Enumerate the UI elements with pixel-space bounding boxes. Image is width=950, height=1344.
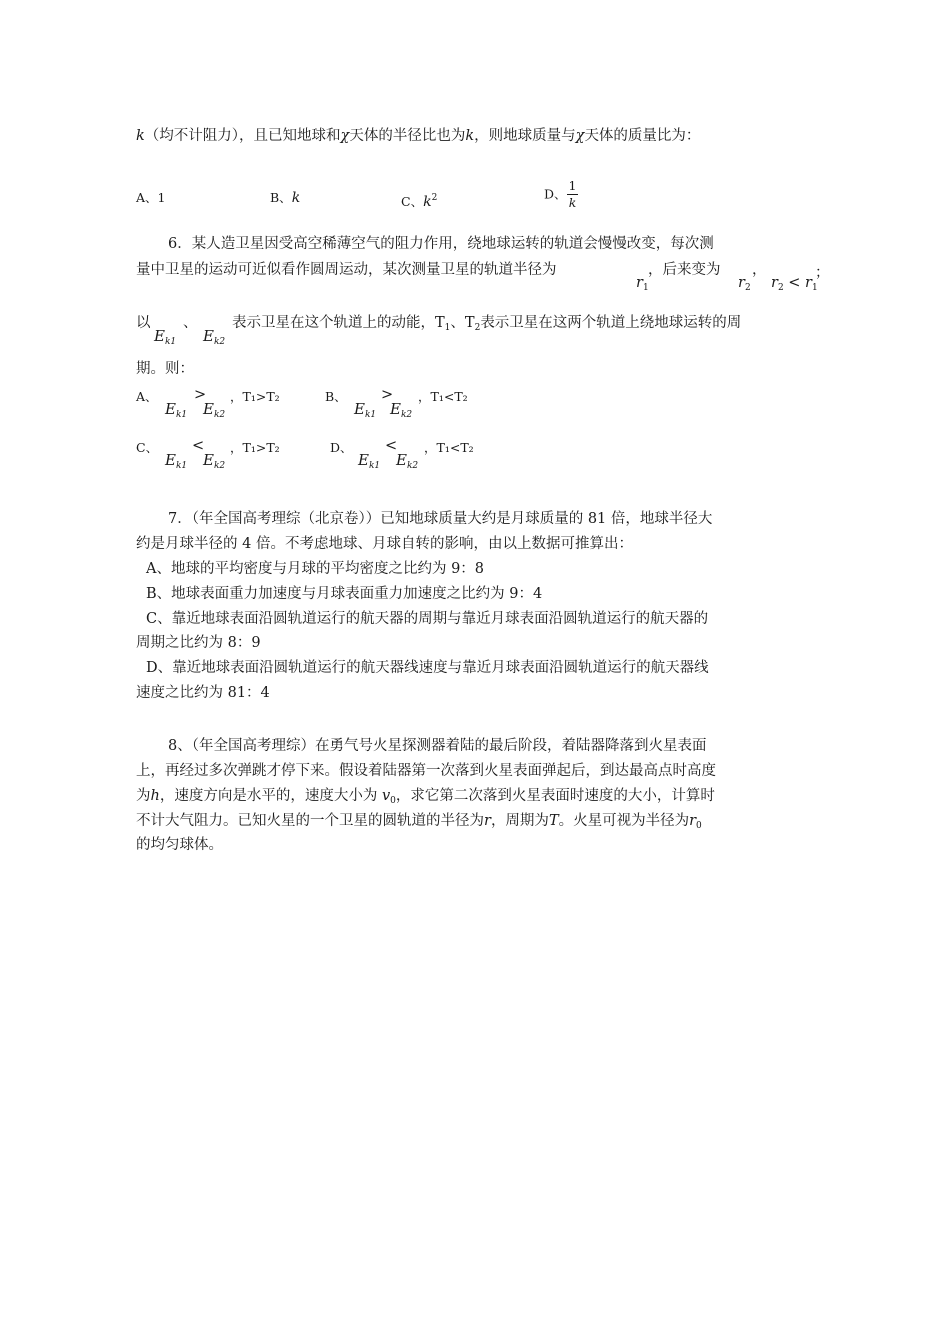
q7-option-c-line-2: 周期之比约为 8：9 [136,635,261,651]
q7-option-d-line-1: D、靠近地球表面沿圆轨道运行的航天器线速度与靠近月球表面沿圆轨道运行的航天器线 [146,660,709,676]
q6-line-3-start: 以 [136,315,151,331]
q5-option-d: D、 $\frac{1}{k}$ [544,178,577,210]
q5-option-a: A、1 [136,190,166,205]
q6-line-1: 6．某人造卫星因受高空稀薄空气的阻力作用，绕地球运转的轨道会慢慢改变，每次测 [168,236,714,252]
q6-option-c-ek1: $E_{k1}$ [165,451,188,471]
q6-r2: $r_2$ [738,275,751,293]
q6-option-a-ek1: $E_{k1}$ [165,400,188,420]
fraction-one-over-k: $\frac{1}{k}$ [568,178,577,210]
q8-line-2: 上，再经过多次弹跳才停下来。假设着陆器第一次落到火星表面弹起后，到达最高点时高度 [136,763,716,779]
q6-option-a-ek2: $E_{k2}$ [203,400,226,420]
q5-option-c: C、$k^2$ [401,193,438,210]
q6-option-a-period: ，T₁>T₂ [230,389,280,404]
q6-option-c-label: C、 [136,440,159,455]
var-k: k [136,128,145,144]
q6-option-a-label: A、 [136,389,158,404]
document-page: k（均不计阻力），且已知地球和χ天体的半径比也为k，则地球质量与χ天体的质量比为： A、1 B、k C、$k^2$ D、 $\frac{1}{k}$ 6．某人造卫星因受高空稀薄空气的阻力作用，绕地球运转的轨道会慢慢改变，每次测 量中卫星的运动可近似看作圆周运动，某次测量卫星的轨道半径为 $r_1$ ，后来变为 $r_2$ ， $r_2 < r_1$ ； 以 $E_{k1}$ 、 $E_{k2}$ 表示卫星在这个轨道上的动能，$T_1$、$T_2$表示卫星在这两个轨道上绕地球运转的周 期。则： A、 $E_{k1}$ > $E_{k2}$ ，T₁>T₂ B、 $E_{k1}$ > $E_{k2}$ ，T₁<T₂ C、 $E_{k1}$ < $E_{k2}$ ，T₁>T₂ D、 $E_{k1}$ < $E_{k2}$ ，T₁<T₂ 7．（年全国高考理综（北京卷））已知地球质量大约是月球质量的 81 倍，地球半径大 约是月球半径的 4 倍。不考虑地球、月球自转的影响，由以上数据可推算出： A、地球的平均密度与月球的平均密度之比约为 9：8 B、地球表面重力加速度与月球表面重力加速度之比约为 9：4 C、靠近地球表面沿圆轨道运行的航天器的周期与靠近月球表面沿圆轨道运行的航天器的 周期之比约为 8：9 D、靠近地球表面沿圆轨道运行的航天器线速度与靠近月球表面沿圆轨道运行的航天器线 速度之比约为 81：4 8、（年全国高考理综）在勇气号火星探测器着陆的最后阶段，着陆器降落到火星表面 上，再经过多次弹跳才停下来。假设着陆器第一次落到火星表面弹起后，到达最高点时高度 为h，速度方向是水平的，速度大小为 $v_0$，求它第二次落到火星表面时速度的大小，计算时 不计大气阻力。已知火星的一个卫星的圆轨道的半径为r，周期为T。火星可视为半径为$r_0$ 的均匀球体。 [0,0,950,1344]
q8-line-5: 的均匀球体。 [136,837,223,853]
q7-line-1: 7．（年全国高考理综（北京卷））已知地球质量大约是月球质量的 81 倍，地球半径大 [168,511,713,527]
q6-option-c-ek2: $E_{k2}$ [203,451,226,471]
q6-r2-lt-r1: $r_2 < r_1$ [771,275,818,293]
q7-option-d-line-2: 速度之比约为 81：4 [136,685,270,701]
q6-option-b-ek1: $E_{k1}$ [354,400,377,420]
q6-option-d-ek2: $E_{k2}$ [396,451,419,471]
q6-ek1: $E_{k1}$ [154,327,177,347]
q7-option-b: B、地球表面重力加速度与月球表面重力加速度之比约为 9：4 [146,586,543,602]
q6-option-b-label: B、 [325,389,347,404]
q6-option-d-period: ，T₁<T₂ [424,440,474,455]
q6-line-3: 表示卫星在这个轨道上的动能，$T_1$、$T_2$表示卫星在这两个轨道上绕地球运转的周 [232,315,742,333]
q8-line-3: 为h，速度方向是水平的，速度大小为 $v_0$，求它第二次落到火星表面时速度的大小，计算时 [136,788,715,806]
q7-line-2: 约是月球半径的 4 倍。不考虑地球、月球自转的影响，由以上数据可推算出： [136,536,633,552]
q6-option-b-ek2: $E_{k2}$ [390,400,413,420]
q7-option-a: A、地球的平均密度与月球的平均密度之比约为 9：8 [146,561,485,577]
q6-later: ，后来变为 [648,262,721,278]
q8-line-4: 不计大气阻力。已知火星的一个卫星的圆轨道的半径为r，周期为T。火星可视为半径为$r_0$ [136,813,702,831]
q6-ek2: $E_{k2}$ [203,327,226,347]
q6-option-b-period: ，T₁<T₂ [418,389,468,404]
q6-option-c-period: ，T₁>T₂ [230,440,280,455]
q8-line-1: 8、（年全国高考理综）在勇气号火星探测器着陆的最后阶段，着陆器降落到火星表面 [168,738,707,754]
q6-option-d-label: D、 [330,440,353,455]
q5-option-b: B、k [270,190,301,206]
q6-line-4: 期。则： [136,361,194,377]
q6-r1: $r_1$ [636,275,649,293]
q5-stem-line: k（均不计阻力），且已知地球和χ天体的半径比也为k，则地球质量与χ天体的质量比为： [136,128,701,144]
q6-line-2: 量中卫星的运动可近似看作圆周运动，某次测量卫星的轨道半径为 [136,262,557,278]
q6-option-d-ek1: $E_{k1}$ [358,451,381,471]
q7-option-c-line-1: C、靠近地球表面沿圆轨道运行的航天器的周期与靠近月球表面沿圆轨道运行的航天器的 [146,611,709,627]
